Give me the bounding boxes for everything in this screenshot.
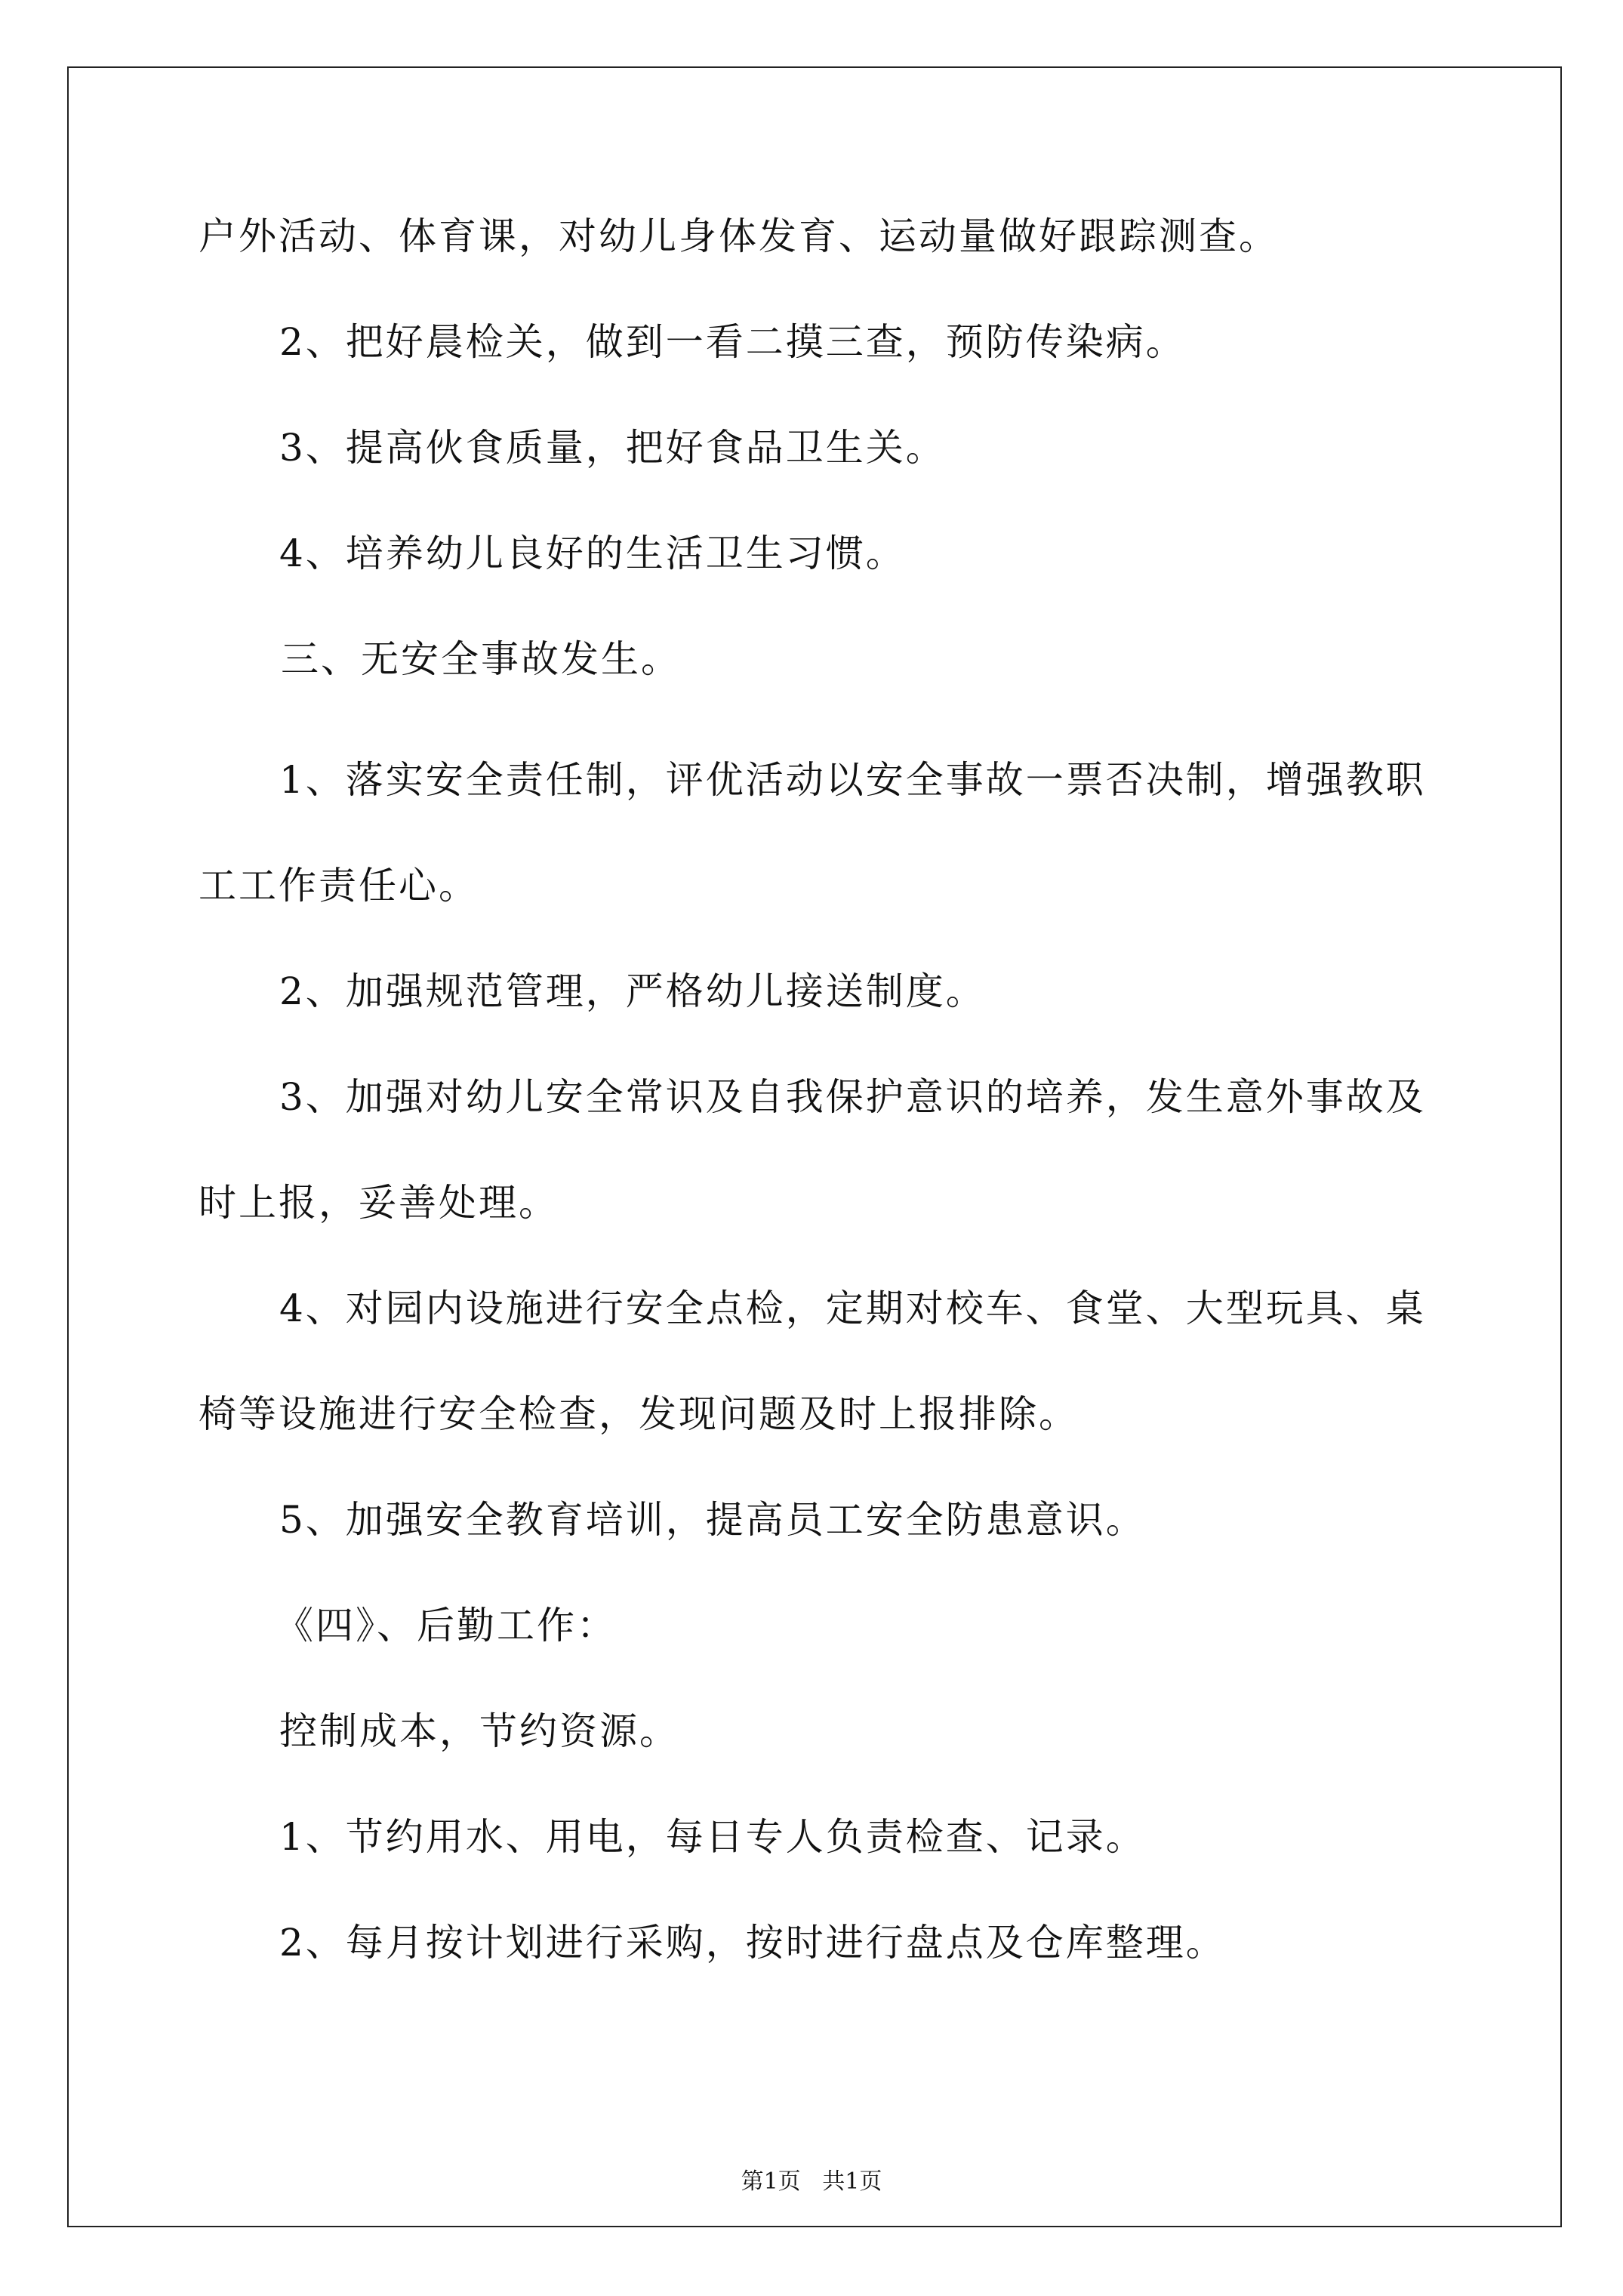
section-heading: 三、无安全事故发生。 (281, 637, 681, 681)
paragraph-line: 1、落实安全责任制，评优活动以安全事故一票否决制，增强教职 (279, 758, 1426, 802)
paragraph-line: 5、加强安全教育培训，提高员工安全防患意识。 (279, 1498, 1146, 1542)
section-heading: 《四》、后勤工作： (276, 1604, 617, 1647)
paragraph-line: 户外活动、体育课，对幼儿身体发育、运动量做好跟踪测查。 (199, 214, 1279, 258)
paragraph-line: 2、把好晨检关，做到一看二摸三查，预防传染病。 (279, 320, 1186, 364)
paragraph-line: 椅等设施进行安全检查，发现问题及时上报排除。 (199, 1392, 1079, 1436)
paragraph-line: 工工作责任心。 (199, 864, 479, 908)
page-border (67, 66, 1562, 2227)
paragraph-line: 4、对园内设施进行安全点检，定期对校车、食堂、大型玩具、桌 (279, 1287, 1426, 1330)
paragraph-line: 3、提高伙食质量，把好食品卫生关。 (279, 426, 946, 470)
paragraph-line: 4、培养幼儿良好的生活卫生习惯。 (279, 532, 906, 575)
paragraph-line: 2、每月按计划进行采购，按时进行盘点及仓库整理。 (279, 1921, 1226, 1965)
paragraph-line: 2、加强规范管理，严格幼儿接送制度。 (279, 969, 986, 1013)
paragraph-line: 3、加强对幼儿安全常识及自我保护意识的培养，发生意外事故及 (279, 1075, 1426, 1119)
paragraph-line: 时上报，妥善处理。 (199, 1181, 559, 1225)
paragraph-line: 控制成本，节约资源。 (279, 1709, 679, 1753)
paragraph-line: 1、节约用水、用电，每日专人负责检查、记录。 (279, 1815, 1146, 1859)
page-number-footer: 第1页 共1页 (741, 2168, 882, 2195)
